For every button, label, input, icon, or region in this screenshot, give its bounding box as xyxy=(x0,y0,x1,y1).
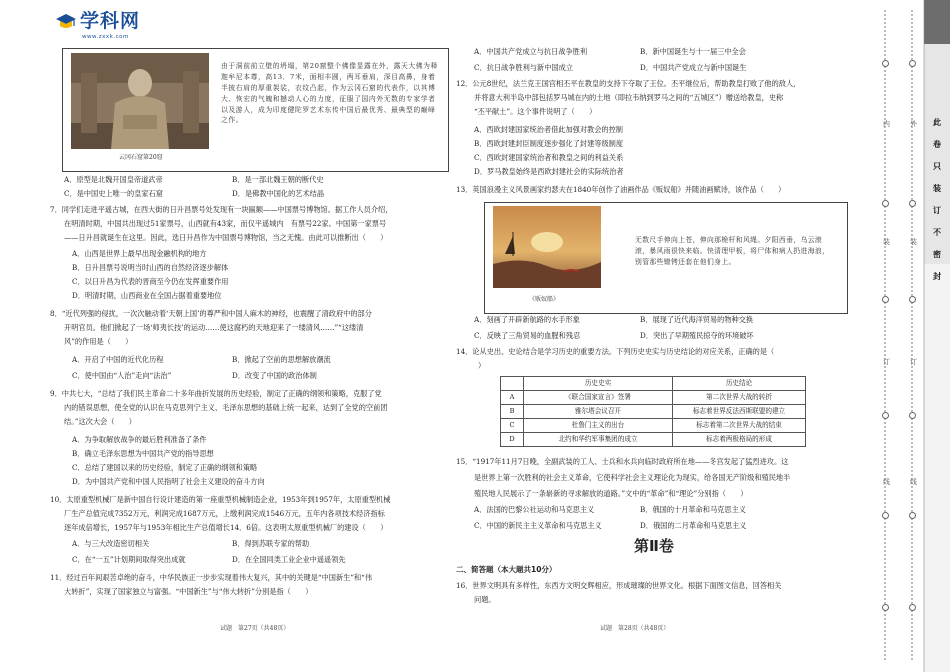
q6-option-c: C．是中国史上唯一的皇家石窟 xyxy=(64,189,163,198)
binding-hole xyxy=(909,60,916,67)
table-cell: 标志着两极格局的形成 xyxy=(673,433,806,447)
page-footer-left: 试题 第27页（共48页） xyxy=(220,625,290,632)
q12-option-c: C．西欧封建国家统治者和教皇之间的利益关系 xyxy=(474,153,624,162)
q13-option-b: B．展现了近代海洋贸易的物种交换 xyxy=(640,315,754,324)
image-box-slave-ship xyxy=(484,202,848,314)
table-header-cell: 历史史实 xyxy=(524,377,673,391)
table-cell: A xyxy=(501,391,524,405)
q8-option-a: A．开启了中国的近代化历程 xyxy=(72,355,164,364)
table-header-cell: 历史结论 xyxy=(673,377,806,391)
q14-stem-line2: ） xyxy=(478,361,486,370)
logo-title: 学科网 xyxy=(80,10,141,32)
q9-option-c: C．总结了建国以来的历史经验，制定了正确的纲领和策略 xyxy=(72,463,258,472)
q9-stem-line2: 内的错误思想，使全党的认识在马克思列宁主义、毛泽东思想的基础上统一起来，达到了全党的空前团 xyxy=(64,403,388,412)
q10-option-d: D．在全国同类工业企业中遥遥领先 xyxy=(232,555,346,564)
q15-stem-line3: 殖民地人民展示了一条崭新的寻求解放的道路。”文中的“革命”和“理论”分别指（ ） xyxy=(474,489,748,498)
q12-option-a: A．西欧封建国家统治者借此加强对教会的控制 xyxy=(474,125,623,134)
q13-stem-line1: 13．英国浪漫主义风景画家约瑟夫在1840年创作了油画作品《贩奴船》并随油画赋诗，该作品（ ） xyxy=(456,185,786,194)
image-box-yungang xyxy=(62,48,449,172)
image2-caption: 《贩奴船》 xyxy=(529,296,560,303)
binding-hole xyxy=(882,412,889,419)
q15-option-a: A．法国的巴黎公社运动和马克思主义 xyxy=(474,505,595,514)
q15-option-b: B．俄国的十月革命和马克思主义 xyxy=(640,505,746,514)
binding-strip xyxy=(876,0,950,672)
q10-option-a: A．与三大改造密切相关 xyxy=(72,539,150,548)
outer-label-char: 订 xyxy=(910,358,917,366)
seal-notice-char: 只 xyxy=(933,161,941,171)
inner-label-char: 订 xyxy=(883,358,890,366)
table-header-row xyxy=(501,377,806,391)
part-two-title: 第Ⅱ卷 xyxy=(634,537,674,555)
q7-stem-line1: 7．同学们走进平遥古城，在西大街的日升昌票号处发现有一块匾额——中国票号博物馆。据工作人员介绍， xyxy=(50,205,393,214)
image1-description: 由于洞前前立壁的坍塌，第20窟整个佛像显露在外，露天大佛为释迦牟尼本尊，高13．7米，面相丰圆，两耳垂肩，深目高鼻，身着半披右肩的厚重袈裟，衣纹凸起，作为云冈石窟的代表作，以其博大、恢宏的气魄和撼动人心的力度，征服了国内外无数的专家学者以及游人，成为印度健陀罗艺术东传中国后最优秀、最典型的巅峰之作。 xyxy=(221,62,438,125)
binding-lines xyxy=(876,0,950,672)
table-cell: 杜鲁门主义的出台 xyxy=(524,419,673,433)
history-table xyxy=(500,376,806,447)
q7-option-b: B．日升昌票号说明当时山西的自然经济逐步解体 xyxy=(72,263,229,272)
seal-notice-char: 卷 xyxy=(933,139,941,149)
q8-stem-line3: 风”的作用是（ ） xyxy=(64,337,133,346)
q16-stem-line2: 问题。 xyxy=(474,595,496,604)
binding-hole xyxy=(909,200,916,207)
binding-hole xyxy=(882,604,889,611)
table-cell: C xyxy=(501,419,524,433)
q10-stem-line1: 10．太原重型机械厂是新中国自行设计建造的第一座重型机械制造企业，1953年到1957年，太原重型机械 xyxy=(50,495,391,504)
q11-stem-line2: 大转折”，实现了国家独立与富强。“中国新生”与“伟大转折”分别是指（ ） xyxy=(64,587,313,596)
inner-label-char: 内 xyxy=(883,120,890,128)
page-footer-right: 试题 第28页（共48页） xyxy=(600,625,670,632)
q13-option-a: A．刻画了开辟新航路的水手形象 xyxy=(474,315,580,324)
q6-option-d: D．是佛教中国化的艺术结晶 xyxy=(232,189,325,198)
table-cell: 第二次世界大战的转折 xyxy=(673,391,806,405)
table-cell: 《联合国家宣言》签署 xyxy=(524,391,673,405)
binding-hole xyxy=(909,604,916,611)
binding-hole xyxy=(909,412,916,419)
graduation-cap-icon xyxy=(56,12,76,32)
q6-option-b: B．是一部北魏王朝的断代史 xyxy=(232,175,324,184)
q7-option-c: C．以日升昌为代表的晋商至今仍在发挥重要作用 xyxy=(72,277,229,286)
q8-option-c: C．使中国由“人治”走向“法治” xyxy=(72,371,172,380)
slave-ship-poem: 无数尺手伸向上苍，伸向那桅杆和风绳。夕阳西垂，乌云滚滚，暴风雨很快来临。快清理甲板，将尸体和病人扔进海浪，别管那些镣铐还套在他们身上。 xyxy=(635,236,830,266)
q15-option-c: C．中国的新民主主义革命和马克思主义 xyxy=(474,521,602,530)
q15-option-d: D．俄国的二月革命和马克思主义 xyxy=(640,521,747,530)
q7-stem-line3: ——日升昌就诞生在这里。因此，选日升昌作为中国票号博物馆，当之无愧。由此可以推断出（ ） xyxy=(64,233,388,242)
table-cell: 北约和华约军事集团的成立 xyxy=(524,433,673,447)
q8-option-b: B．掀起了空前的思想解放潮流 xyxy=(232,355,331,364)
q6-option-a: A．原型是北魏开国皇帝道武帝 xyxy=(64,175,163,184)
table-cell: 标志着世界反法西斯联盟的建立 xyxy=(673,405,806,419)
slave-ship-painting xyxy=(493,206,601,288)
table-cell: 标志着第二次世界大战的结束 xyxy=(673,419,806,433)
image1-caption: 云冈石窟第20窟 xyxy=(119,154,163,161)
q10-stem-line3: 逐年成倍增长，1957年与1953年相比生产总值增长14．6倍。这表明太原重型机械厂的建设（ ） xyxy=(64,523,388,532)
q7-stem-line2: 在明清时期，中国共出现过51家票号，山西就有43家，而仅平遥城内 有票号22家。中国第一家票号 xyxy=(64,219,387,228)
outer-label-char: 线 xyxy=(910,478,917,486)
outer-label-char: 外 xyxy=(910,120,917,128)
table-cell: 雅尔塔会议召开 xyxy=(524,405,673,419)
q12-option-b: B．西欧封建封臣制度逐步强化了封建等级制度 xyxy=(474,139,624,148)
q10-stem-line2: 厂生产总值完成7352万元，利润完成1687万元，上缴利润完成1546万元，五年内各项技术经济指标 xyxy=(64,509,385,518)
q15-stem-line1: 15．“1917年11月7日晚，全副武装的工人、士兵和水兵向临时政府所在地——冬宫发起了猛烈进攻。这 xyxy=(456,457,789,466)
seal-notice-char: 不 xyxy=(933,227,941,237)
q9-option-b: B．确立毛泽东思想为中国共产党的指导思想 xyxy=(72,449,214,458)
q11-option-d: D．中国共产党成立与新中国诞生 xyxy=(640,63,747,72)
q11-option-c: C．抗日战争胜利与新中国成立 xyxy=(474,63,573,72)
q12-stem-line2: 并将意大利半岛中部包括罗马城在内的土地（即拉韦纳到罗马之间的“五城区”）赠送给教皇，史称 xyxy=(474,93,784,102)
seal-notice-char: 此 xyxy=(933,117,941,127)
binding-hole xyxy=(882,60,889,67)
q9-option-a: A．为争取解放战争的最后胜利准备了条件 xyxy=(72,435,207,444)
table-row xyxy=(501,419,806,433)
q8-stem-line1: 8．“近代列强的侵扰，一次次触动着‘天朝上国’的尊严和中国人麻木的神经，也震醒了清政府中的部分 xyxy=(50,309,372,318)
seal-notice-char: 封 xyxy=(933,271,941,281)
q8-stem-line2: 开明官员。他们掀起了一场‘师夷长技’的运动……使这腐朽的天地迎来了一缕清风……”“这缕清 xyxy=(64,323,364,332)
table-row xyxy=(501,433,806,447)
q12-stem-line1: 12．公元8世纪，法兰克王国宫相丕平在教皇的支持下夺取了王位。丕平继位后，帮助教皇打败了他的敌人， xyxy=(456,79,801,88)
q11-option-b: B．新中国诞生与十一届三中全会 xyxy=(640,47,746,56)
seal-notice-char: 订 xyxy=(933,205,941,215)
q14-stem-line1: 14．论从史出、史论结合是学习历史的重要方法。下列历史史实与历史结论的对应关系，正确的是（ xyxy=(456,347,775,356)
inner-label-char: 装 xyxy=(883,238,890,246)
yungang-buddha-photo xyxy=(71,53,209,149)
q13-option-c: C．反映了三角贸易的血腥和残忍 xyxy=(474,331,581,340)
outer-label-char: 装 xyxy=(910,238,917,246)
q13-option-d: D．突出了早期殖民掠夺的环境破坏 xyxy=(640,331,754,340)
q12-option-d: D．罗马教皇始终是西欧封建社会的实际统治者 xyxy=(474,167,624,176)
binding-hole xyxy=(909,296,916,303)
table-cell: D xyxy=(501,433,524,447)
q9-stem-line3: 结。”这次大会（ ） xyxy=(64,417,136,426)
table-row xyxy=(501,391,806,405)
q10-option-b: B．得到苏联专家的帮助 xyxy=(232,539,310,548)
q9-option-d: D．为中国共产党和中国人民指明了社会主义建设的奋斗方向 xyxy=(72,477,265,486)
binding-hole xyxy=(909,512,916,519)
q8-option-d: D．改变了中国的政治体制 xyxy=(232,371,317,380)
site-logo xyxy=(56,10,156,46)
q7-option-a: A．山西是世界上最早出现金融机构的地方 xyxy=(72,249,207,258)
q12-stem-line3: “丕平献土”。这个事件说明了（ ） xyxy=(474,107,597,116)
q9-stem-line1: 9．中共七大，“总结了我们民主革命二十多年曲折发展的历史经验，制定了正确的纲领和策略，克服了党 xyxy=(50,389,382,398)
table-cell: B xyxy=(501,405,524,419)
binding-hole xyxy=(882,200,889,207)
q7-option-d: D．明清时期，山西商业在全国占据着重要地位 xyxy=(72,291,222,300)
q16-stem-line1: 16．世界文明具有多样性，东西方文明交辉相应，形成璀璨的世界文化。根据下面图文信息，回答相关 xyxy=(456,581,782,590)
q11-option-a: A．中国共产党成立与抗日战争胜利 xyxy=(474,47,588,56)
q15-stem-line2: 是世界上第一次胜利的社会主义革命，它使科学社会主义理论化为现实，给各国无产阶级和殖民地半 xyxy=(474,473,791,482)
table-header-cell xyxy=(501,377,524,391)
binding-hole xyxy=(882,512,889,519)
seal-notice-char: 密 xyxy=(933,249,941,259)
q10-option-c: C．在“一五”计划期间取得突出成就 xyxy=(72,555,186,564)
q11-stem-line1: 11．经过百年间艰苦卓绝的奋斗，中华民族正一步步实现着伟大复兴，其中的关键是“中国新生”和“伟 xyxy=(50,573,373,582)
table-row xyxy=(501,405,806,419)
seal-notice-char: 装 xyxy=(933,183,941,193)
section-two-heading: 二、简答题（本大题共10分） xyxy=(456,565,557,574)
binding-hole xyxy=(882,296,889,303)
logo-url: www.zxxk.com xyxy=(82,34,129,40)
inner-label-char: 线 xyxy=(883,478,890,486)
